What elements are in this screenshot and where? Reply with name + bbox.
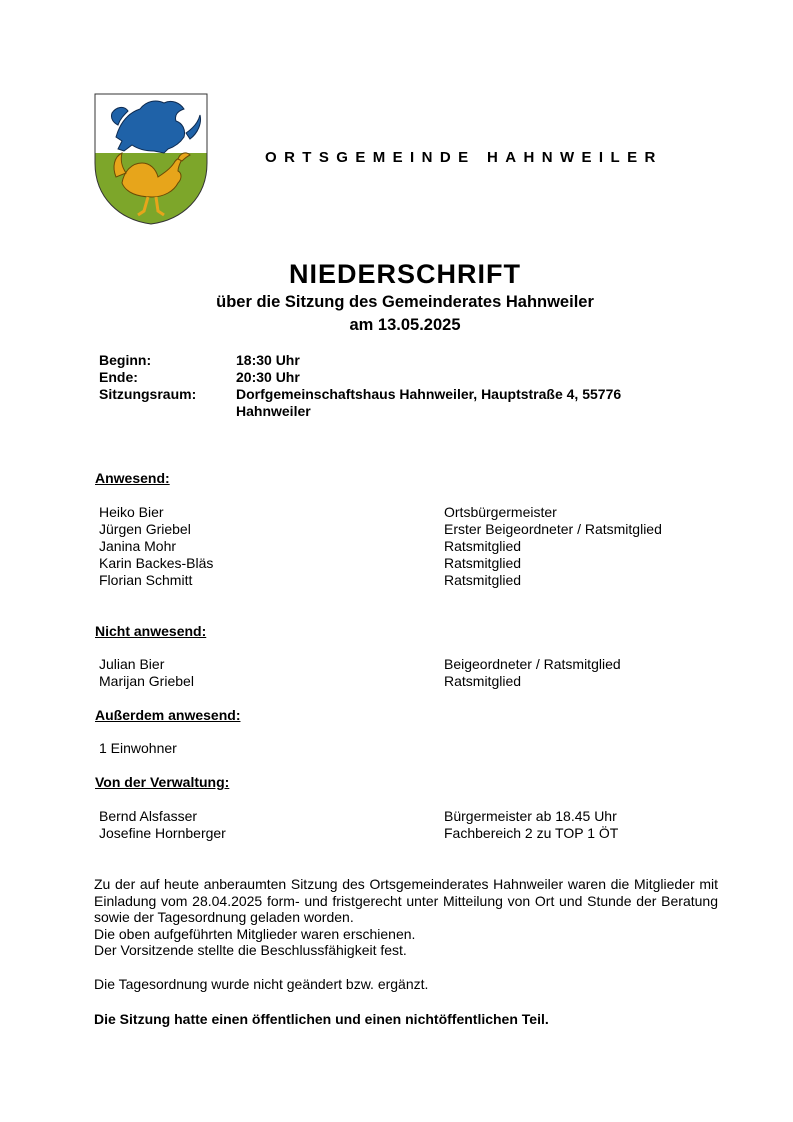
end-value: 20:30 Uhr [236, 369, 300, 385]
end-label: Ende: [99, 369, 138, 385]
body-text [94, 876, 718, 959]
present-name: Janina Mohr [99, 538, 177, 554]
body-line: Die oben aufgeführten Mitglieder waren erschienen. [94, 925, 416, 942]
begin-value: 18:30 Uhr [236, 352, 300, 368]
present-role: Erster Beigeordneter / Ratsmitglied [444, 521, 662, 537]
present-name: Heiko Bier [99, 504, 164, 520]
present-role: Ratsmitglied [444, 555, 522, 571]
also-present-text: 1 Einwohner [99, 740, 177, 756]
absent-heading: Nicht anwesend: [95, 623, 207, 639]
administration-role: Bürgermeister ab 18.45 Uhr [444, 808, 617, 824]
absent-role: Ratsmitglied [444, 673, 522, 689]
administration-heading: Von der Verwaltung: [95, 774, 230, 790]
present-name: Jürgen Griebel [99, 521, 191, 537]
also-present-heading: Außerdem anwesend: [95, 707, 241, 723]
room-value: Dorfgemeinschaftshaus Hahnweiler, Hauptstraße 4, 55776 Hahnweiler [236, 386, 622, 419]
absent-role: Beigeordneter / Ratsmitglied [444, 656, 621, 672]
present-role: Ortsbürgermeister [444, 504, 557, 520]
room-label: Sitzungsraum: [99, 386, 197, 402]
absent-name: Julian Bier [99, 656, 165, 672]
administration-role: Fachbereich 2 zu TOP 1 ÖT [444, 825, 619, 841]
present-name: Florian Schmitt [99, 572, 193, 588]
session-parts-note: Die Sitzung hatte einen öffentlichen und einen nichtöffentlichen Teil. [94, 1011, 549, 1027]
absent-name: Marijan Griebel [99, 673, 194, 689]
body-paragraph: Zu der auf heute anberaumten Sitzung des Ortsgemeinderates Hahnweiler waren die Mitglieder mit Einladung vom 28.04.2025 form- und fristgerecht unter Mitteilung von Ort und Stunde der Beratung sowie der Tagesordnung geladen worden. [94, 876, 718, 925]
meeting-date: am 13.05.2025 [349, 316, 461, 334]
administration-name: Josefine Hornberger [99, 825, 226, 841]
administration-name: Bernd Alsfasser [99, 808, 198, 824]
present-heading: Anwesend: [95, 470, 170, 486]
document-subtitle: über die Sitzung des Gemeinderates Hahnweiler [216, 293, 594, 311]
agenda-note: Die Tagesordnung wurde nicht geändert bzw. ergänzt. [94, 976, 429, 992]
present-role: Ratsmitglied [444, 572, 522, 588]
present-role: Ratsmitglied [444, 538, 522, 554]
body-line: Der Vorsitzende stellte die Beschlussfähigkeit fest. [94, 942, 407, 958]
document-title: NIEDERSCHRIFT [288, 259, 521, 289]
organization-name: ORTSGEMEINDE HAHNWEILER [265, 149, 663, 166]
coat-of-arms-icon [94, 93, 208, 225]
begin-label: Beginn: [99, 352, 152, 368]
present-name: Karin Backes-Bläs [99, 555, 214, 571]
